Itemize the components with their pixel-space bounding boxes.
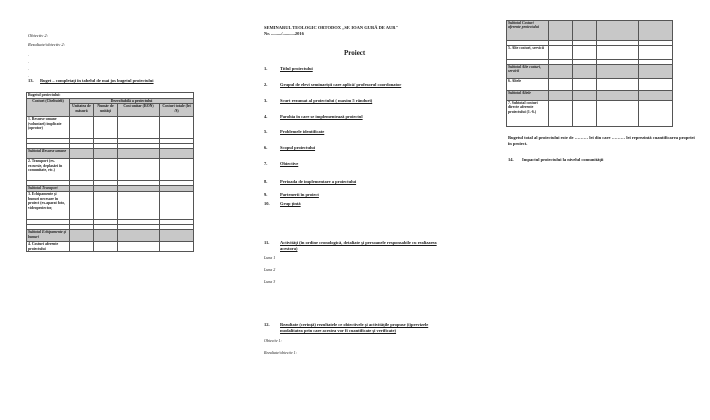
- budget-table-continued: [506, 20, 673, 127]
- section-number: 3.: [264, 98, 268, 103]
- row-label: Subtotal Altele: [507, 91, 549, 101]
- item-12-label: Rezultate (cerinţă) rezultatele ce obiectivele şi activităţile propuse (i)previzele modalitatea prin care acestea vor fi cuantificate şi verificate): [280, 322, 429, 333]
- project-form-page: [236, 0, 504, 420]
- dot-line: .: [28, 73, 30, 78]
- table-row: [27, 159, 194, 181]
- group-column-header: Dezvoltabilă a proiectului: [70, 99, 194, 104]
- costs-column-header: Costuri (Cheltuieli): [27, 99, 70, 117]
- section-label: Obiective: [280, 161, 299, 166]
- table-row: [507, 46, 673, 60]
- budget-table: [26, 92, 194, 252]
- row-label: 3. Echipamente şi bunuri necesare în proiect (ex.aparat foto, videoproiector,: [27, 192, 70, 220]
- row-label: 6. Altele: [507, 79, 549, 91]
- table-row: [507, 65, 673, 79]
- unit-cost-column-header: Cost unitar (RON): [118, 104, 160, 117]
- row-label: Subtotal Resurse umane: [27, 149, 70, 159]
- section-number: 4.: [264, 114, 268, 119]
- item-11-label: Activităţi (în ordine cronologică, detaliate şi persoanele responsabile cu realizarea acestora): [280, 240, 437, 251]
- results-objective-1-label: Rezultate/obiectiv 1:: [264, 350, 297, 355]
- section-label: Scopul proiectului: [280, 145, 316, 150]
- school-header: SEMINARUL TEOLOGIC ORTODOX „SF. IOAN GURĂ DE AUR": [264, 25, 399, 30]
- total-budget-note: Bugetul total al proiectului este de ……… lei din care ……… lei reprezintă cuantificarea propriei în proiect.: [508, 135, 695, 146]
- table-row: [27, 192, 194, 220]
- section-number: 9.: [264, 192, 268, 197]
- registration-number: Nr. ........./...........2016: [264, 31, 304, 36]
- row-label: Subtotal Transport: [27, 186, 70, 192]
- item-12-number: 12.: [264, 322, 270, 327]
- table-row: [507, 79, 673, 91]
- table-row: [27, 149, 194, 159]
- table-row: [27, 117, 194, 139]
- month-3-label: Luna 3: [264, 279, 276, 284]
- section-label: Grupul de elevi seminariști care aplică/ profesorul coordonator: [280, 82, 402, 87]
- row-label: 4. Costuri aferente proiectului: [27, 242, 70, 252]
- budget-page: [0, 0, 236, 420]
- dot-line: .: [28, 66, 30, 71]
- count-column-header: Număr de unităţi: [94, 104, 118, 117]
- section-label: Titlul proiectului: [280, 66, 313, 71]
- dot-line: .: [28, 59, 30, 64]
- row-label: Subtotal Costuri aferente proiectului: [507, 21, 549, 41]
- row-label: Subtotal Alte costuri, servicii: [507, 65, 549, 79]
- row-label: 2. Transport (ex. excursie, deplasări în comunitate, etc.): [27, 159, 70, 181]
- section-label: Grup ţintă: [280, 201, 301, 206]
- month-1-label: Luna 1: [264, 255, 276, 260]
- table-row: [27, 230, 194, 242]
- section-label: Scurt rezumat al proiectului ( maxim 5 rânduri): [280, 98, 373, 103]
- item-11-number: 11.: [264, 240, 270, 245]
- item-14-label: Impactul proiectului la nivelul comunităţii: [522, 157, 604, 162]
- row-label: Subtotal Echipamente şi bunuri: [27, 230, 70, 242]
- section-13-title: Buget – completaţi în tabelul de mai jos bugetul proiectului: [40, 78, 154, 83]
- row-label: 1. Resurse umane (voluntari) implicate (oprotor): [27, 117, 70, 139]
- section-number: 7.: [264, 161, 268, 166]
- budget-table-title: Bugetul proiectului:: [27, 93, 194, 99]
- section-label: Problemele identificate: [280, 129, 325, 134]
- section-label: Parohia în care se implementează proiectul: [280, 114, 363, 119]
- section-number: 8.: [264, 179, 268, 184]
- objective-2-label: Obiectiv 2:: [28, 33, 49, 38]
- budget-continuation-page: [504, 0, 710, 420]
- month-2-label: Luna 2: [264, 267, 276, 272]
- page-title: Proiect: [344, 49, 366, 57]
- section-number: 2.: [264, 82, 268, 87]
- unit-column-header: Unitatea de măsură: [70, 104, 94, 117]
- section-label: Perioada de implementare a proiectului: [280, 179, 357, 184]
- results-objective-2-label: Rezultate/obiectiv 2:: [28, 42, 66, 47]
- section-number: 1.: [264, 66, 268, 71]
- table-row: [27, 242, 194, 252]
- section-label: Partenerii în proiect: [280, 192, 319, 197]
- section-number: 6.: [264, 145, 268, 150]
- total-cost-column-header: Costuri totale (lei /$): [160, 104, 194, 117]
- table-row: [507, 21, 673, 41]
- dot-line: .: [28, 52, 30, 57]
- section-number: 5.: [264, 129, 268, 134]
- item-14-number: 14.: [508, 157, 514, 162]
- table-row: [507, 101, 673, 127]
- table-row: [507, 91, 673, 101]
- objective-1-label: Obiectiv 1:: [264, 338, 282, 343]
- section-13-number: 13.: [28, 78, 34, 83]
- section-number: 10.: [264, 201, 270, 206]
- row-label: 7. Subtotal costuri directe aferente proiectului (1.-6.): [507, 101, 549, 127]
- row-label: 5. Alte costuri, servicii: [507, 46, 549, 60]
